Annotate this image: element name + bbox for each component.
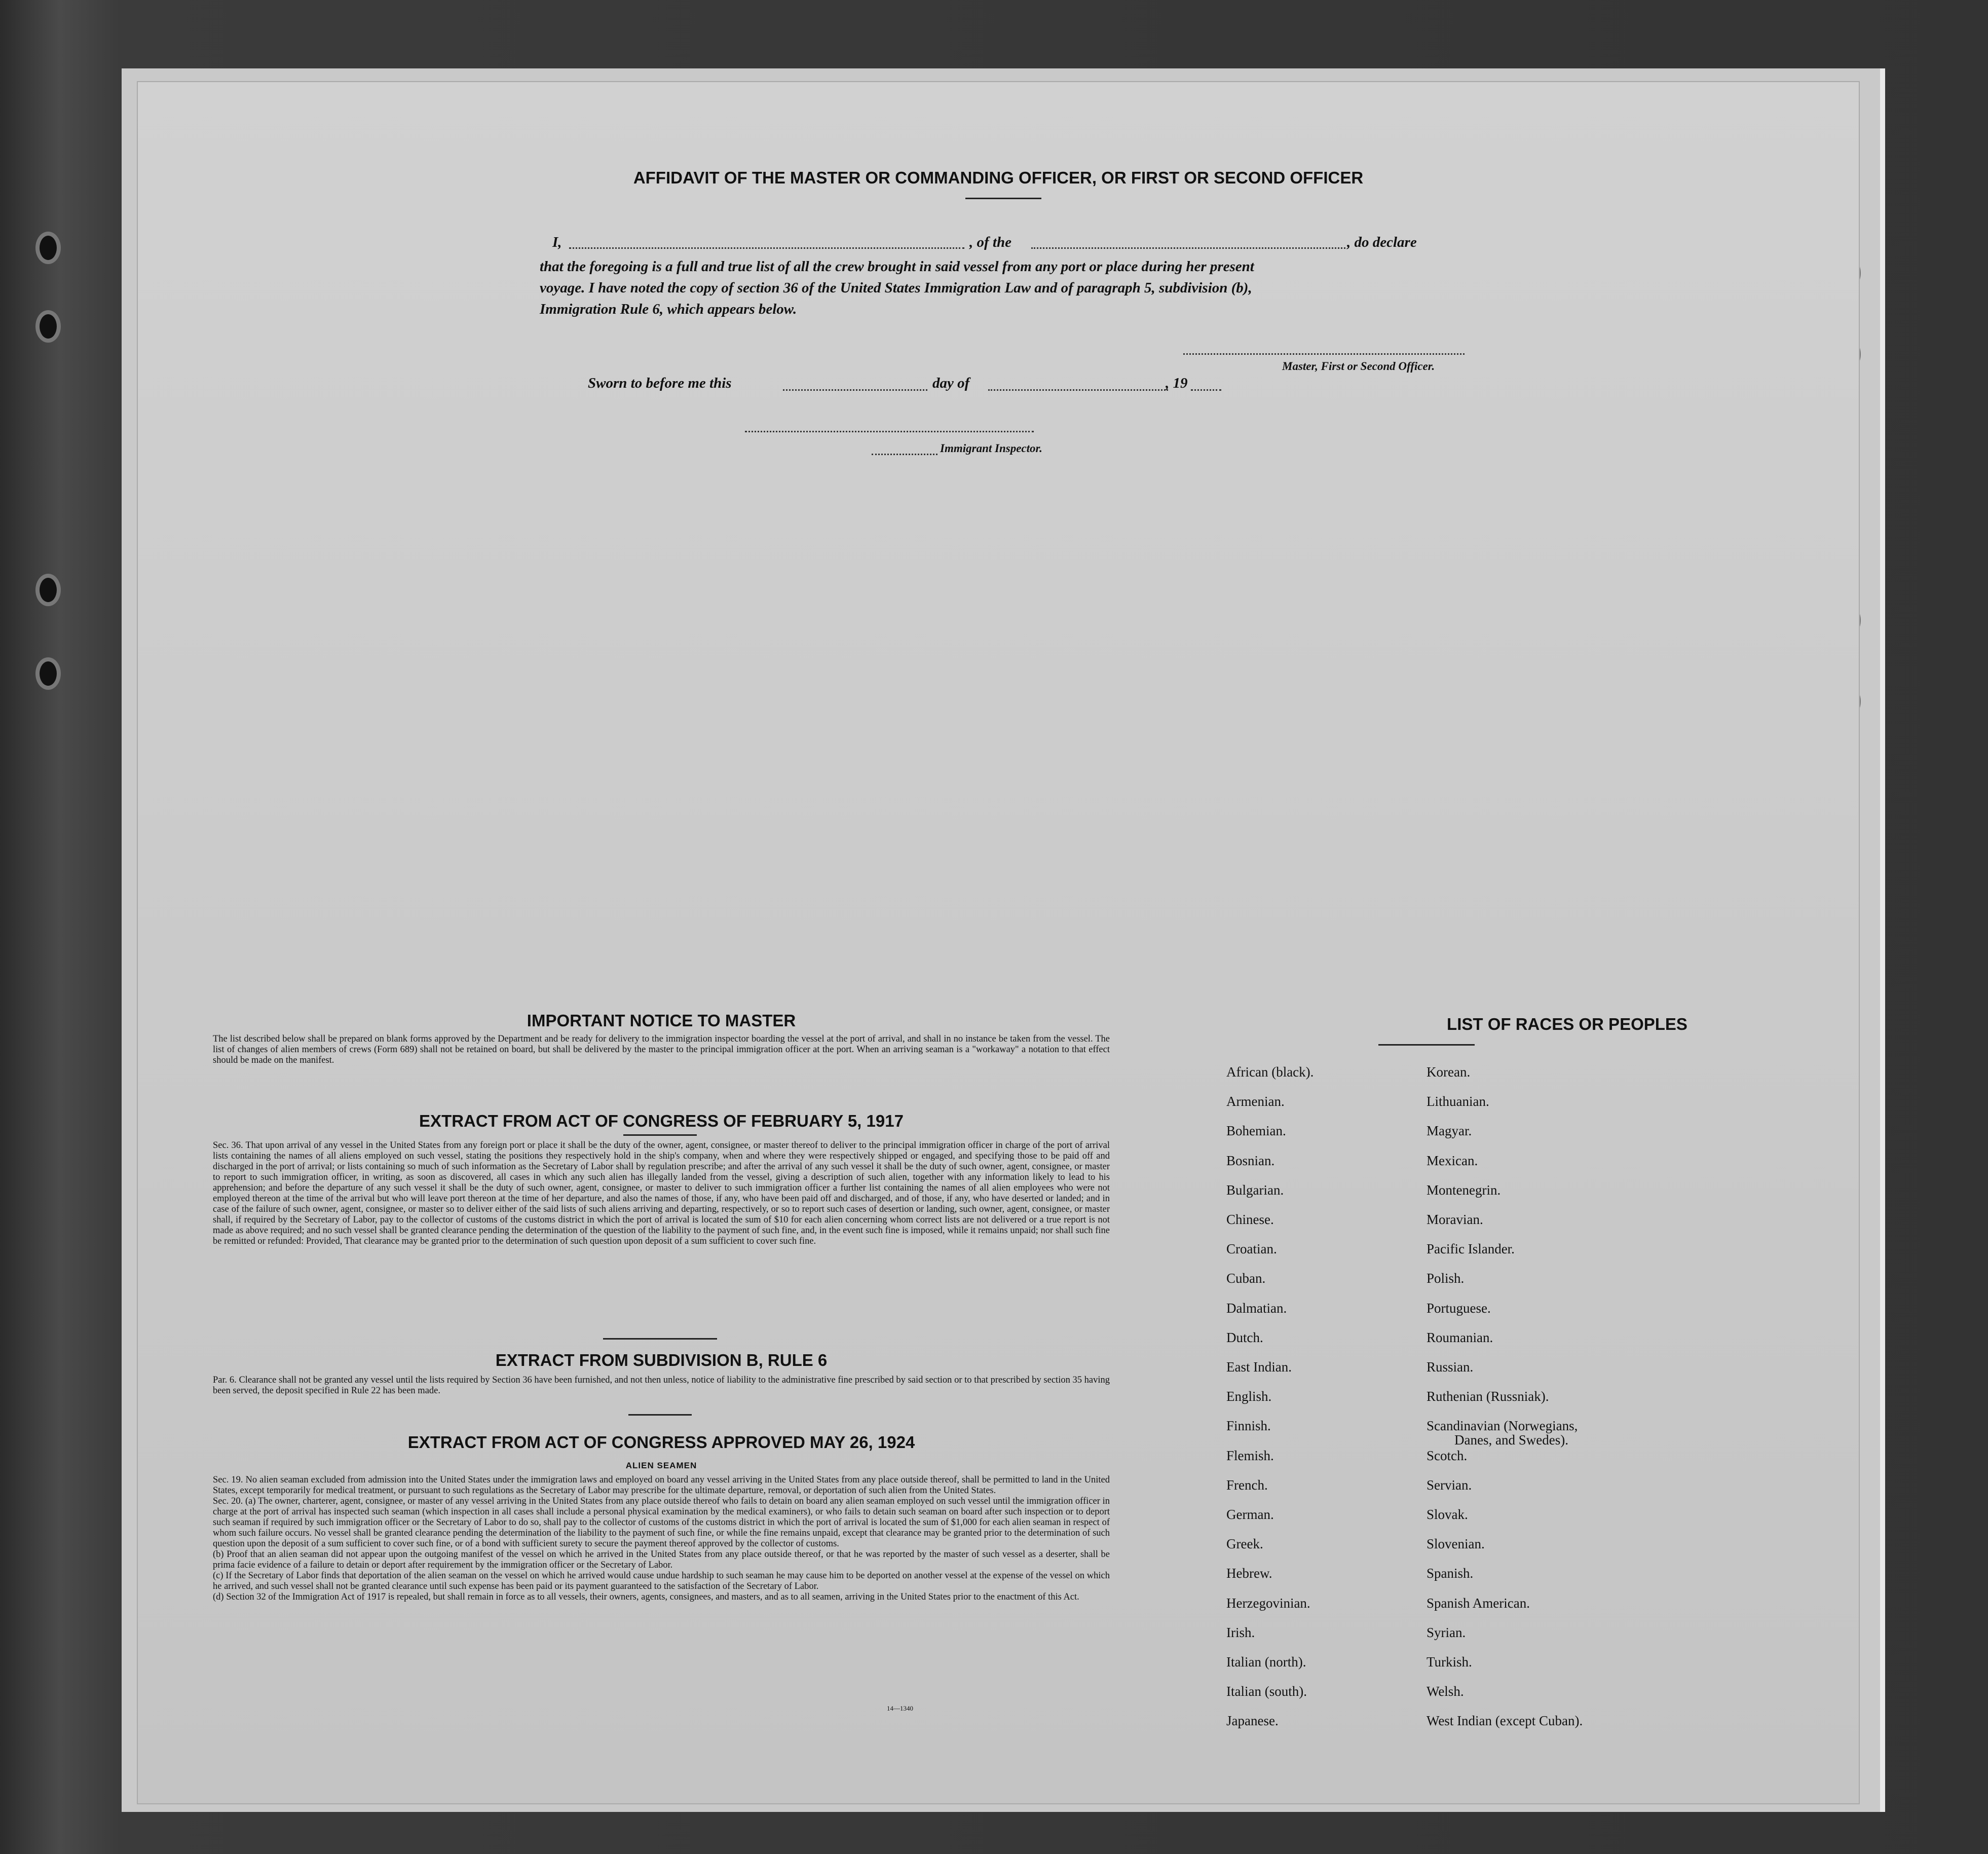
race-item: Slovenian. — [1427, 1536, 1485, 1552]
affidavit-title: AFFIDAVIT OF THE MASTER OR COMMANDING OFFICER, OR FIRST OR SECOND OFFICER — [633, 168, 1364, 187]
race-item: Dutch. — [1226, 1329, 1263, 1345]
inspector-label: Immigrant Inspector. — [940, 442, 1042, 455]
affidavit-body-line-1: that the foregoing is a full and true list of all the crew brought in said vessel from any port or place during her present — [540, 258, 1254, 275]
year-label: , 19 — [1166, 375, 1188, 391]
races-title: LIST OF RACES OR PEOPLES — [1447, 1015, 1687, 1033]
race-item: Hebrew. — [1226, 1566, 1272, 1581]
race-item: Bosnian. — [1226, 1153, 1275, 1168]
extract-1924-body — [213, 1475, 1110, 1603]
section-divider — [628, 1414, 692, 1416]
day-of-label: day of — [932, 375, 970, 391]
extract-1917-title: EXTRACT FROM ACT OF CONGRESS OF FEBRUARY 5, 1917 — [419, 1111, 904, 1130]
master-name-field — [569, 247, 964, 249]
race-item: Welsh. — [1427, 1684, 1464, 1699]
races-title-underline — [1378, 1044, 1475, 1046]
race-item: Slovak. — [1427, 1507, 1468, 1522]
affidavit-of-the-label: , of the — [969, 234, 1011, 250]
race-item: Finnish. — [1226, 1418, 1271, 1434]
race-item: Danes, and Swedes). — [1454, 1432, 1568, 1448]
race-item: Greek. — [1226, 1536, 1263, 1552]
extract-rule6-text: Par. 6. Clearance shall not be granted any vessel until the lists required by Section 36 have been furnished, and not then unless, notice of liability to the administrative fine prescribed by said section or to that prescribed by section 35 having been served, the deposit specified in Rule 22 has been made. — [213, 1375, 1110, 1396]
race-item: Scotch. — [1427, 1448, 1468, 1463]
extract-1924-subtitle: ALIEN SEAMEN — [625, 1461, 697, 1470]
affidavit-body-line-2: voyage. I have noted the copy of section 36 of the United States Immigration Law and of paragraph 5, subdivision (b), — [540, 280, 1252, 296]
punch-hole — [40, 661, 57, 686]
master-signature-label: Master, First or Second Officer. — [1282, 360, 1435, 373]
vessel-name-field — [1031, 247, 1345, 249]
race-item: Mexican. — [1427, 1153, 1478, 1168]
race-item: French. — [1226, 1477, 1268, 1493]
extract-rule6-title: EXTRACT FROM SUBDIVISION B, RULE 6 — [495, 1351, 828, 1369]
race-item: African (black). — [1226, 1064, 1314, 1080]
master-signature-line — [1183, 353, 1465, 355]
sworn-month-field — [988, 389, 1168, 391]
race-item: Roumanian. — [1427, 1329, 1493, 1345]
inspector-leader-line — [872, 454, 937, 455]
title-underline — [965, 198, 1041, 199]
race-item: Portuguese. — [1427, 1300, 1491, 1316]
race-item: Pacific Islander. — [1427, 1241, 1515, 1257]
sec-19-text: Sec. 19. No alien seaman excluded from admission into the United States under the immigration laws and employed on board any vessel arriving in the United States from any place outside thereof, shall be permitted to land in the United States, except temporarily for medical treatment, or pursuant to such regulations as the Secretary of Labor may prescribe for the ultimate departure, removal, or deportation of such alien from the United States. — [213, 1475, 1110, 1496]
race-item: Lithuanian. — [1427, 1094, 1489, 1109]
inspector-signature-line — [745, 431, 1034, 432]
race-item: Moravian. — [1427, 1212, 1483, 1227]
race-item: Bulgarian. — [1226, 1182, 1284, 1198]
race-item: Korean. — [1427, 1064, 1471, 1080]
race-item: Magyar. — [1427, 1123, 1472, 1139]
race-item: Scandinavian (Norwegians, — [1427, 1418, 1578, 1434]
notice-title: IMPORTANT NOTICE TO MASTER — [527, 1011, 796, 1030]
race-item: Russian. — [1427, 1359, 1474, 1375]
race-item: Irish. — [1226, 1624, 1255, 1640]
race-item: Polish. — [1427, 1271, 1465, 1286]
race-item: Ruthenian (Russniak). — [1427, 1389, 1549, 1404]
sworn-label: Sworn to before me this — [588, 375, 732, 391]
race-item: Armenian. — [1226, 1094, 1285, 1109]
race-item: Croatian. — [1226, 1241, 1277, 1257]
sec-20d-text: (d) Section 32 of the Immigration Act of 1917 is repealed, but shall remain in force as to all vessels, their owners, agents, consignees, and masters, and as to all seamen, arriving in the United States prior to the enactment of this Act. — [213, 1592, 1079, 1602]
race-item: Servian. — [1427, 1477, 1472, 1493]
sworn-day-field — [783, 389, 927, 391]
affidavit-body-line-3: Immigration Rule 6, which appears below. — [540, 301, 797, 317]
race-item: Montenegrin. — [1427, 1182, 1501, 1198]
race-item: East Indian. — [1226, 1359, 1292, 1375]
race-item: Cuban. — [1226, 1271, 1266, 1286]
sworn-year-field — [1191, 389, 1221, 391]
sec-20c-text: (c) If the Secretary of Labor finds that deportation of the alien seaman on the vessel on which he arrived would cause undue hardship to such seaman he may cause him to be deported on another vessel at the expense of the vessel on which he arrived, and such vessel shall not be granted clearance until such expense has been paid or its payment guaranteed to the satisfaction of the Secretary of Labor. — [213, 1571, 1110, 1591]
sec-20b-text: (b) Proof that an alien seaman did not appear upon the outgoing manifest of the vessel on which he arrived in the United States from any place outside thereof, or that he was reported by the master of such vessel as a deserter, shall be prima facie evidence of a failure to detain or deport after requirement by the immigration officer or the Secretary of Labor. — [213, 1549, 1110, 1570]
extract-1924-title: EXTRACT FROM ACT OF CONGRESS APPROVED MAY 26, 1924 — [407, 1433, 915, 1452]
extract-1917-text: Sec. 36. That upon arrival of any vessel in the United States from any foreign port or place it shall be the duty of the owner, agent, consignee, or master thereof to deliver to the principal immigration officer in charge of the port of arrival lists containing the names of all aliens employed on such vessel, stating the positions they respectively hold in the ship's company, when and where they were respectively shipped or engaged, and specifying those to be paid off and discharged in the port of arrival; or lists containing so much of such information as the Secretary of Labor shall by regulation prescribe; and after the arrival of any such vessel it shall be the duty of such owner, agent, consignee, or master to report to such immigration officer, in writing, as soon as discovered, all cases in which any such alien has illegally landed from the vessel, giving a description of such alien, together with any information likely to lead to his apprehension; and before the departure of any such vessel it shall be the duty of such owner, agent, consignee, or master to deliver to such immigration officer a further list containing the names of all alien employees who were not employed thereon at the time of the arrival but who will leave port thereon at the time of her departure, and also the names of those, if any, who have been paid off and discharged, and of those, if any, who have deserted or landed; and in case of the failure of such owner, agent, consignee, or master so to deliver either of the said lists of such aliens arriving and departing, respectively, or so to report such cases of desertion or landing, such owner, agent, consignee, or master shall, if required by the Secretary of Labor, pay to the collector of customs of the customs district in which the port of arrival is located the sum of $10 for each alien concerning whom correct lists are not delivered or a true report is not made as above required; and no such vessel shall be granted clearance pending the determination of the question of the liability to the payment of such fine, and, in the event such fine is imposed, while it remains unpaid; nor shall such fine be remitted or refunded: Provided, That clearance may be granted prior to the determination of such question upon deposit of a sum sufficient to cover such fine. — [213, 1140, 1110, 1246]
affidavit-i-label: I, — [552, 234, 562, 250]
section-divider — [603, 1338, 717, 1340]
race-item: Herzegovinian. — [1226, 1595, 1310, 1611]
race-item: Bohemian. — [1226, 1123, 1286, 1139]
form-number: 14—1340 — [887, 1704, 913, 1712]
section-divider — [623, 1134, 697, 1136]
race-item: Italian (south). — [1226, 1684, 1307, 1699]
race-item: Syrian. — [1427, 1624, 1466, 1640]
race-item: Dalmatian. — [1226, 1300, 1287, 1316]
punch-hole — [40, 236, 57, 260]
race-item: Flemish. — [1226, 1448, 1274, 1463]
race-item: West Indian (except Cuban). — [1427, 1713, 1583, 1729]
race-item: Spanish American. — [1427, 1595, 1530, 1611]
document-page — [137, 81, 1860, 1804]
race-item: Turkish. — [1427, 1654, 1472, 1670]
sec-20a-text: Sec. 20. (a) The owner, charterer, agent, consignee, or master of any vessel arriving in the United States from any place outside thereof who fails to detain on board any alien seaman employed on such vessel until the immigration officer in charge at the port of arrival has inspected such seaman (which inspection in all cases shall include a personal physical examination by the medical examiners), or who fails to detain such seaman on board after such inspection or to deport such seaman if required by such immigration officer or the Secretary of Labor to do so, shall pay to the collector of customs of the customs district in which the port of arrival is located the sum of $1,000 for each alien seaman in respect of whom such failure occurs. No vessel shall be granted clearance pending the determination of the liability to the payment of such fine, or while the fine remains unpaid, except that clearance may be granted prior to the determination of such question upon the deposit of a sum sufficient to cover such fine, or of a bond with sufficient surety to secure the payment thereof approved by the collector of customs. — [213, 1496, 1110, 1549]
punch-hole — [40, 578, 57, 602]
punch-hole — [40, 314, 57, 339]
race-item: Japanese. — [1226, 1713, 1279, 1729]
race-item: English. — [1226, 1389, 1272, 1404]
race-item: Spanish. — [1427, 1566, 1474, 1581]
race-item: German. — [1226, 1507, 1274, 1522]
affidavit-declare-label: , do declare — [1347, 234, 1417, 250]
race-item: Chinese. — [1226, 1212, 1274, 1227]
notice-text: The list described below shall be prepared on blank forms approved by the Department and be ready for delivery to the immigration inspector boarding the vessel at the port of arrival, and shall in no instance be taken from the vessel. The list of changes of alien members of crews (Form 689) shall not be retained on board, but shall be delivered by the master to the principal immigration officer at the port. When an arriving seaman is a "workaway" a notation to that effect should be made on the manifest. — [213, 1034, 1110, 1065]
race-item: Italian (north). — [1226, 1654, 1306, 1670]
